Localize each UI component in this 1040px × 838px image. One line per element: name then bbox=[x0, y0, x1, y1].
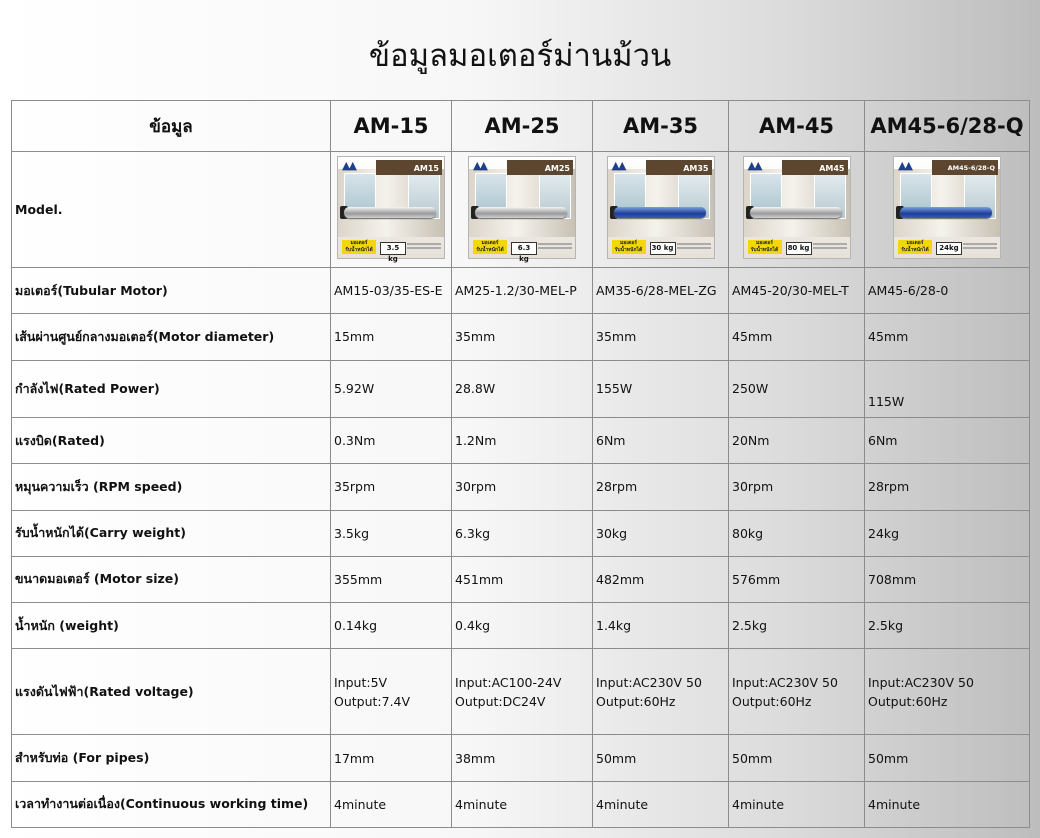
spec-row bbox=[12, 735, 1030, 781]
output-voltage: Output:7.4V bbox=[334, 693, 411, 709]
spec-row bbox=[12, 360, 1030, 417]
spec-value: 5.92W bbox=[331, 360, 452, 417]
model-header: AM-35 bbox=[593, 101, 729, 152]
product-band: AM15 bbox=[376, 160, 442, 175]
spec-value: AM45-6/28-0 bbox=[865, 268, 1030, 314]
output-voltage: Output:60Hz bbox=[732, 693, 812, 709]
spec-value: 4minute bbox=[729, 781, 865, 827]
product-image: ▲▲ AM35 มอเตอร์ รับน้ำหนักได้ 30 kg bbox=[608, 157, 714, 258]
input-voltage: Input:AC230V 50 bbox=[732, 674, 838, 690]
spec-value bbox=[729, 649, 865, 735]
row-label: เส้นผ่านศูนย์กลางมอเตอร์(Motor diameter) bbox=[12, 314, 331, 360]
product-image-cell bbox=[729, 152, 865, 268]
spec-row bbox=[12, 314, 1030, 360]
brand-logo-icon: ▲▲ bbox=[611, 159, 625, 172]
input-voltage: Input:AC100-24V bbox=[455, 674, 562, 690]
spec-value bbox=[452, 649, 593, 735]
spec-value: 80kg bbox=[729, 510, 865, 556]
spec-value: 6Nm bbox=[865, 417, 1030, 463]
model-image-row bbox=[12, 152, 1030, 268]
spec-value bbox=[331, 649, 452, 735]
product-weight-tag: 6.3 kg bbox=[511, 242, 537, 255]
output-voltage: Output:DC24V bbox=[455, 693, 546, 709]
spec-value: AM35-6/28-MEL-ZG bbox=[593, 268, 729, 314]
spec-row bbox=[12, 649, 1030, 735]
spec-value: AM45-20/30-MEL-T bbox=[729, 268, 865, 314]
spec-value bbox=[593, 649, 729, 735]
spec-row bbox=[12, 464, 1030, 510]
row-label: เวลาทำงานต่อเนื่อง(Continuous working time) bbox=[12, 781, 331, 827]
product-band: AM45-6/28-Q bbox=[932, 160, 998, 175]
spec-value: 4minute bbox=[452, 781, 593, 827]
model-header: AM-45 bbox=[729, 101, 865, 152]
row-label: แรงบิด(Rated) bbox=[12, 417, 331, 463]
product-image-cell bbox=[331, 152, 452, 268]
spec-value: 451mm bbox=[452, 556, 593, 602]
spec-value: 17mm bbox=[331, 735, 452, 781]
spec-value: 482mm bbox=[593, 556, 729, 602]
product-weight-tag: 3.5 kg bbox=[380, 242, 406, 255]
spec-value: 45mm bbox=[865, 314, 1030, 360]
model-header: AM-15 bbox=[331, 101, 452, 152]
spec-row bbox=[12, 781, 1030, 827]
input-voltage: Input:AC230V 50 bbox=[868, 674, 974, 690]
spec-value: 20Nm bbox=[729, 417, 865, 463]
spec-value: AM15-03/35-ES-E bbox=[331, 268, 452, 314]
spec-value: 2.5kg bbox=[729, 603, 865, 649]
header-row bbox=[12, 101, 1030, 152]
spec-value: 355mm bbox=[331, 556, 452, 602]
row-label: ขนาดมอเตอร์ (Motor size) bbox=[12, 556, 331, 602]
spec-row bbox=[12, 603, 1030, 649]
spec-value: 30kg bbox=[593, 510, 729, 556]
input-voltage: Input:AC230V 50 bbox=[596, 674, 702, 690]
spec-value: 0.3Nm bbox=[331, 417, 452, 463]
output-voltage: Output:60Hz bbox=[868, 693, 948, 709]
spec-value: 38mm bbox=[452, 735, 593, 781]
spec-value: 250W bbox=[729, 360, 865, 417]
spec-value: 28.8W bbox=[452, 360, 593, 417]
spec-value: 30rpm bbox=[452, 464, 593, 510]
spec-value: 0.4kg bbox=[452, 603, 593, 649]
brand-logo-icon: ▲▲ bbox=[473, 159, 486, 172]
page-title: ข้อมูลมอเตอร์ม่านม้วน bbox=[368, 38, 672, 74]
brand-logo-icon: ▲▲ bbox=[898, 159, 911, 172]
spec-value: 155W bbox=[593, 360, 729, 417]
spec-value: 4minute bbox=[865, 781, 1030, 827]
spec-value: 3.5kg bbox=[331, 510, 452, 556]
spec-value: 2.5kg bbox=[865, 603, 1030, 649]
product-image: ▲▲ AM15 มอเตอร์ รับน้ำหนักได้ 3.5 kg bbox=[338, 157, 444, 258]
spec-value: 50mm bbox=[593, 735, 729, 781]
spec-value: 15mm bbox=[331, 314, 452, 360]
spec-value: 708mm bbox=[865, 556, 1030, 602]
product-image-cell bbox=[593, 152, 729, 268]
spec-value: 30rpm bbox=[729, 464, 865, 510]
row-label: มอเตอร์(Tubular Motor) bbox=[12, 268, 331, 314]
header-label: ข้อมูล bbox=[12, 101, 331, 152]
spec-value: 115W bbox=[865, 360, 1030, 417]
model-header: AM-25 bbox=[452, 101, 593, 152]
input-voltage: Input:5V bbox=[334, 674, 388, 690]
model-header: AM45-6/28-Q bbox=[865, 101, 1030, 152]
product-weight-tag: 30 kg bbox=[650, 242, 676, 255]
spec-value: AM25-1.2/30-MEL-P bbox=[452, 268, 593, 314]
spec-value: 28rpm bbox=[593, 464, 729, 510]
spec-value: 28rpm bbox=[865, 464, 1030, 510]
spec-value: 6.3kg bbox=[452, 510, 593, 556]
product-image: ▲▲ AM45-6/28-Q มอเตอร์ รับน้ำหนักได้ 24kg bbox=[894, 157, 1000, 258]
spec-value: 35mm bbox=[593, 314, 729, 360]
spec-value: 576mm bbox=[729, 556, 865, 602]
product-band: AM45 bbox=[782, 160, 848, 175]
row-label: กำลังไฟ(Rated Power) bbox=[12, 360, 331, 417]
output-voltage: Output:60Hz bbox=[596, 693, 676, 709]
product-weight-tag: 80 kg bbox=[786, 242, 812, 255]
spec-value bbox=[865, 649, 1030, 735]
spec-value: 6Nm bbox=[593, 417, 729, 463]
spec-row bbox=[12, 268, 1030, 314]
product-band: AM35 bbox=[646, 160, 712, 175]
product-weight-tag: 24kg bbox=[936, 242, 962, 255]
brand-logo-icon: ▲▲ bbox=[747, 159, 761, 172]
spec-value: 0.14kg bbox=[331, 603, 452, 649]
spec-value: 35mm bbox=[452, 314, 593, 360]
spec-row bbox=[12, 556, 1030, 602]
spec-value: 4minute bbox=[593, 781, 729, 827]
spec-row bbox=[12, 417, 1030, 463]
row-label: รับน้ำหนักได้(Carry weight) bbox=[12, 510, 331, 556]
spec-row bbox=[12, 510, 1030, 556]
spec-value: 1.4kg bbox=[593, 603, 729, 649]
row-label: แรงดันไฟฟ้า(Rated voltage) bbox=[12, 649, 331, 735]
product-image-cell bbox=[865, 152, 1030, 268]
row-label: Model. bbox=[12, 152, 331, 268]
brand-logo-icon: ▲▲ bbox=[342, 159, 355, 172]
spec-value: 35rpm bbox=[331, 464, 452, 510]
product-image: ▲▲ AM25 มอเตอร์ รับน้ำหนักได้ 6.3 kg bbox=[469, 157, 575, 258]
spec-value: 1.2Nm bbox=[452, 417, 593, 463]
row-label: หมุนความเร็ว (RPM speed) bbox=[12, 464, 331, 510]
spec-table bbox=[11, 100, 1030, 828]
spec-value: 45mm bbox=[729, 314, 865, 360]
row-label: สำหรับท่อ (For pipes) bbox=[12, 735, 331, 781]
spec-value: 24kg bbox=[865, 510, 1030, 556]
spec-value: 4minute bbox=[331, 781, 452, 827]
row-label: น้ำหนัก (weight) bbox=[12, 603, 331, 649]
product-image-cell bbox=[452, 152, 593, 268]
spec-value: 50mm bbox=[865, 735, 1030, 781]
spec-value: 50mm bbox=[729, 735, 865, 781]
product-image: ▲▲ AM45 มอเตอร์ รับน้ำหนักได้ 80 kg bbox=[744, 157, 850, 258]
product-band: AM25 bbox=[507, 160, 573, 175]
